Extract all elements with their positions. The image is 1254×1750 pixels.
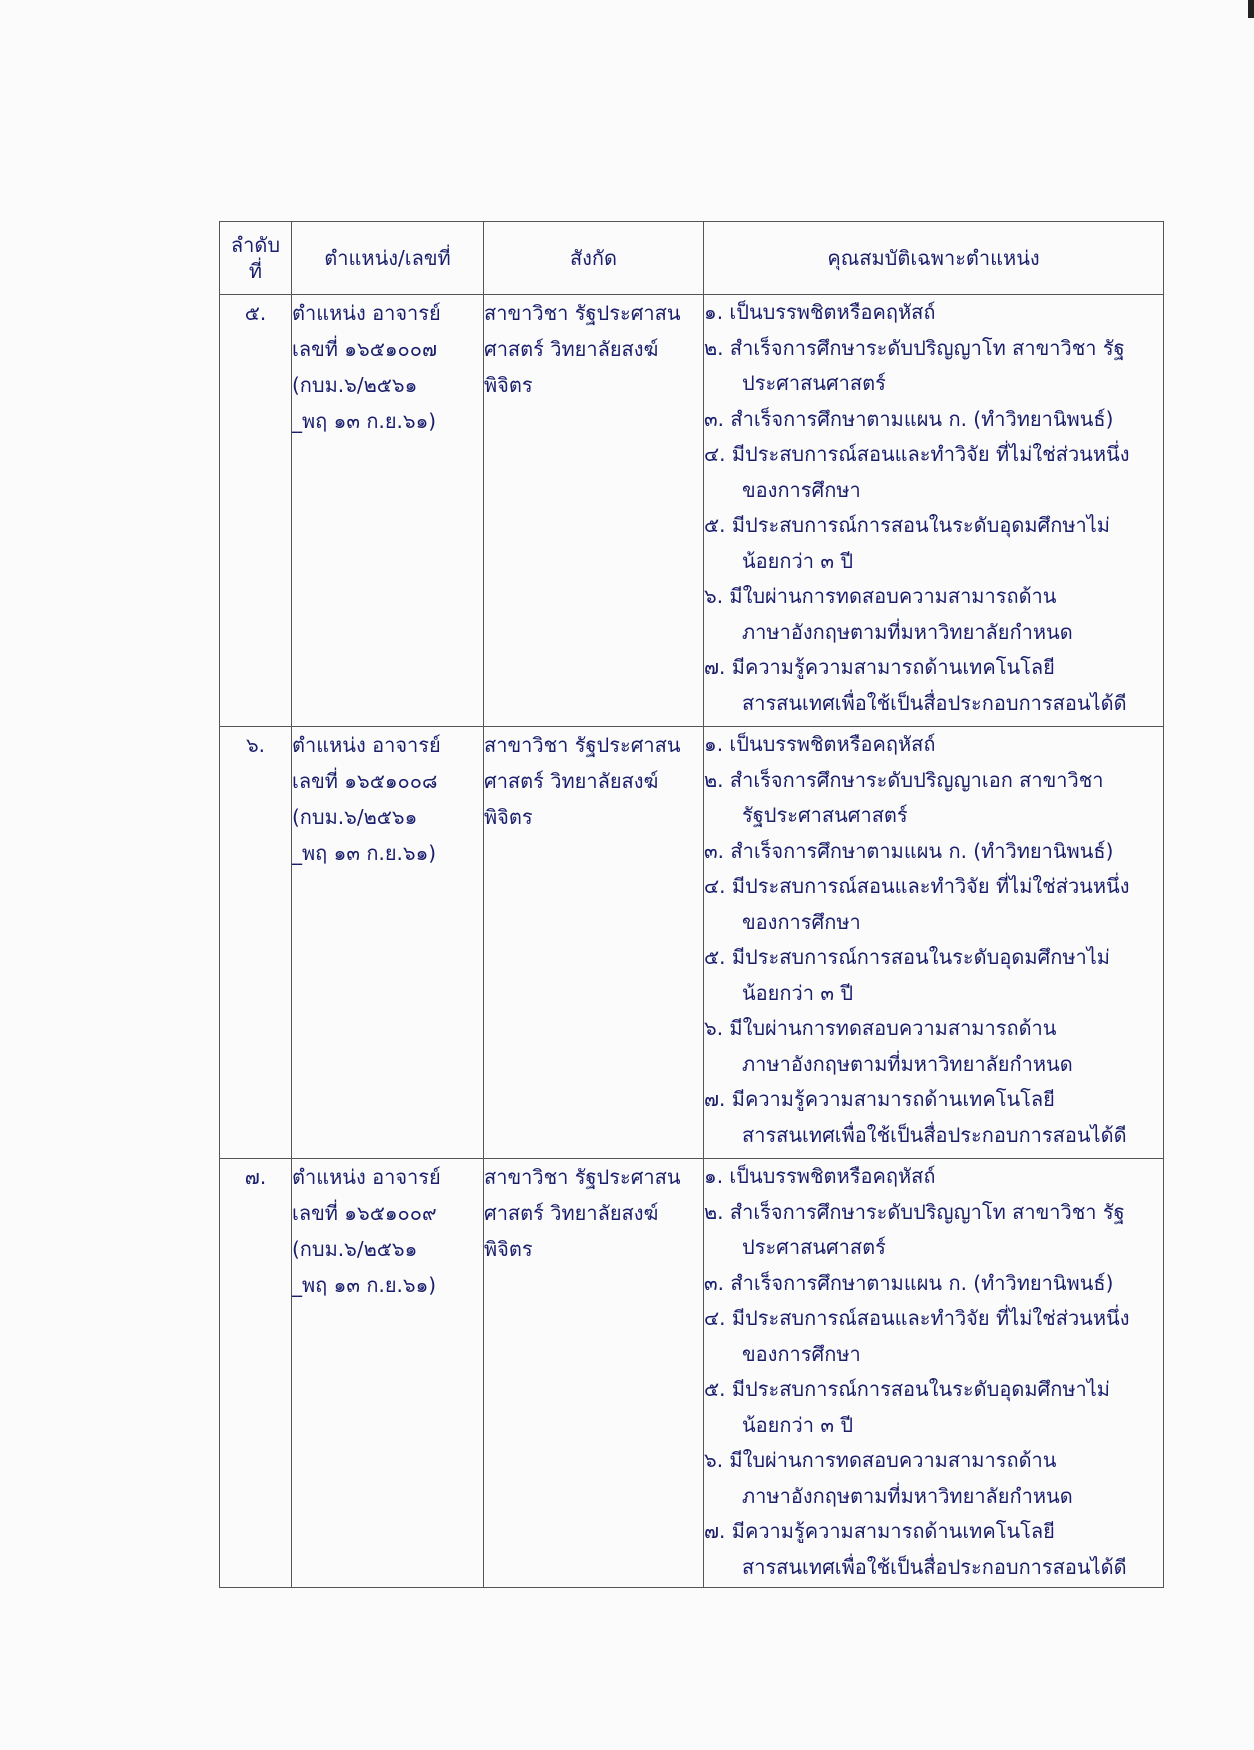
qualification-line: ๓. สำเร็จการศึกษาตามแผน ก. (ทำวิทยานิพนธ์) [704, 406, 1114, 431]
qualification-line: ประศาสนศาสตร์ [742, 1235, 886, 1259]
position-line: _พฤ ๑๓ ก.ย.๖๑) [292, 841, 437, 865]
qualification-line: น้อยกว่า ๓ ปี [742, 980, 854, 1005]
table-row [220, 1159, 1164, 1588]
qualification-line: ๑. เป็นบรรพชิตหรือคฤหัสถ์ [704, 732, 936, 756]
qualification-line: ๗. มีความรู้ความสามารถด้านเทคโนโลยี [704, 1087, 1055, 1111]
qualification-line: สารสนเทศเพื่อใช้เป็นสื่อประกอบการสอนได้ดี [742, 1122, 1127, 1147]
header-position: ตำแหน่ง/เลขที่ [292, 222, 484, 295]
affiliation-line: ศาสตร์ วิทยาลัยสงฆ์ [484, 769, 659, 793]
qualification-line: ๑. เป็นบรรพชิตหรือคฤหัสถ์ [704, 1164, 936, 1188]
qualification-line: ของการศึกษา [742, 909, 861, 934]
qualification-line: สารสนเทศเพื่อใช้เป็นสื่อประกอบการสอนได้ดี [742, 1554, 1127, 1579]
qualifications-cell [704, 1159, 1164, 1588]
row-number: ๖. [220, 727, 292, 1159]
qualification-line: ของการศึกษา [742, 477, 861, 502]
qualification-line: รัฐประศาสนศาสตร์ [742, 803, 908, 827]
qualification-line: ๗. มีความรู้ความสามารถด้านเทคโนโลยี [704, 1519, 1055, 1543]
qualification-line: ๒. สำเร็จการศึกษาระดับปริญญาเอก สาขาวิชา [704, 767, 1104, 792]
qualification-line: ๒. สำเร็จการศึกษาระดับปริญญาโท สาขาวิชา รัฐ [704, 1199, 1125, 1224]
qualifications-cell [704, 295, 1164, 727]
position-line: (กบม.๖/๒๕๖๑ [292, 805, 418, 829]
affiliation-line: สาขาวิชา รัฐประศาสน [484, 301, 681, 325]
qualification-line: ๕. มีประสบการณ์การสอนในระดับอุดมศึกษาไม่ [704, 513, 1110, 537]
table-header-row [220, 222, 1164, 295]
qualification-line: ๖. มีใบผ่านการทดสอบความสามารถด้าน [704, 584, 1057, 608]
position-line: ตำแหน่ง อาจารย์ [292, 1165, 441, 1189]
affiliation-cell [484, 295, 704, 727]
qualification-line: สารสนเทศเพื่อใช้เป็นสื่อประกอบการสอนได้ดี [742, 690, 1127, 715]
header-affiliation: สังกัด [484, 222, 704, 295]
affiliation-cell [484, 727, 704, 1159]
header-no-line-2: ที่ [248, 259, 263, 283]
qualification-line: ๕. มีประสบการณ์การสอนในระดับอุดมศึกษาไม่ [704, 1377, 1110, 1401]
position-line: _พฤ ๑๓ ก.ย.๖๑) [292, 1273, 437, 1297]
position-line: ตำแหน่ง อาจารย์ [292, 301, 441, 325]
positions-table [219, 221, 1164, 1588]
qualification-line: ภาษาอังกฤษตามที่มหาวิทยาลัยกำหนด [742, 1483, 1073, 1508]
qualification-line: ๒. สำเร็จการศึกษาระดับปริญญาโท สาขาวิชา รัฐ [704, 335, 1125, 360]
affiliation-line: ศาสตร์ วิทยาลัยสงฆ์ [484, 337, 659, 361]
qualification-line: ๔. มีประสบการณ์สอนและทำวิจัย ที่ไม่ใช่ส่วนหนึ่ง [704, 442, 1130, 466]
row-number: ๗. [220, 1159, 292, 1588]
position-line: (กบม.๖/๒๕๖๑ [292, 1237, 418, 1261]
affiliation-cell [484, 1159, 704, 1588]
header-qualifications: คุณสมบัติเฉพาะตำแหน่ง [704, 222, 1164, 295]
position-line: (กบม.๖/๒๕๖๑ [292, 373, 418, 397]
position-cell [292, 295, 484, 727]
qualification-line: น้อยกว่า ๓ ปี [742, 1412, 854, 1437]
position-line: เลขที่ ๑๖๕๑๐๐๙ [292, 1201, 437, 1225]
qualification-line: ๗. มีความรู้ความสามารถด้านเทคโนโลยี [704, 655, 1055, 679]
qualification-line: ๓. สำเร็จการศึกษาตามแผน ก. (ทำวิทยานิพนธ์) [704, 838, 1114, 863]
affiliation-line: สาขาวิชา รัฐประศาสน [484, 733, 681, 757]
affiliation-line: พิจิตร [484, 805, 533, 829]
affiliation-line: สาขาวิชา รัฐประศาสน [484, 1165, 681, 1189]
position-line: เลขที่ ๑๖๕๑๐๐๘ [292, 769, 438, 793]
qualification-line: ประศาสนศาสตร์ [742, 371, 886, 395]
row-number: ๕. [220, 295, 292, 727]
position-line: ตำแหน่ง อาจารย์ [292, 733, 441, 757]
header-no [220, 222, 292, 295]
position-cell [292, 1159, 484, 1588]
qualification-line: ภาษาอังกฤษตามที่มหาวิทยาลัยกำหนด [742, 619, 1073, 644]
position-line: เลขที่ ๑๖๕๑๐๐๗ [292, 337, 437, 361]
affiliation-line: พิจิตร [484, 1237, 533, 1261]
qualification-line: ๖. มีใบผ่านการทดสอบความสามารถด้าน [704, 1448, 1057, 1472]
qualification-line: ภาษาอังกฤษตามที่มหาวิทยาลัยกำหนด [742, 1051, 1073, 1076]
qualification-line: ๖. มีใบผ่านการทดสอบความสามารถด้าน [704, 1016, 1057, 1040]
qualification-line: น้อยกว่า ๓ ปี [742, 548, 854, 573]
position-cell [292, 727, 484, 1159]
qualification-line: ๓. สำเร็จการศึกษาตามแผน ก. (ทำวิทยานิพนธ์) [704, 1270, 1114, 1295]
scan-edge-mark [1248, 0, 1254, 18]
qualification-line: ๔. มีประสบการณ์สอนและทำวิจัย ที่ไม่ใช่ส่วนหนึ่ง [704, 1306, 1130, 1330]
qualification-line: ๔. มีประสบการณ์สอนและทำวิจัย ที่ไม่ใช่ส่วนหนึ่ง [704, 874, 1130, 898]
table-row [220, 295, 1164, 727]
qualification-line: ๑. เป็นบรรพชิตหรือคฤหัสถ์ [704, 300, 936, 324]
table-row [220, 727, 1164, 1159]
qualification-line: ๕. มีประสบการณ์การสอนในระดับอุดมศึกษาไม่ [704, 945, 1110, 969]
qualification-line: ของการศึกษา [742, 1341, 861, 1366]
position-line: _พฤ ๑๓ ก.ย.๖๑) [292, 409, 437, 433]
affiliation-line: พิจิตร [484, 373, 533, 397]
header-no-line-1: ลำดับ [230, 233, 281, 257]
qualifications-cell [704, 727, 1164, 1159]
affiliation-line: ศาสตร์ วิทยาลัยสงฆ์ [484, 1201, 659, 1225]
